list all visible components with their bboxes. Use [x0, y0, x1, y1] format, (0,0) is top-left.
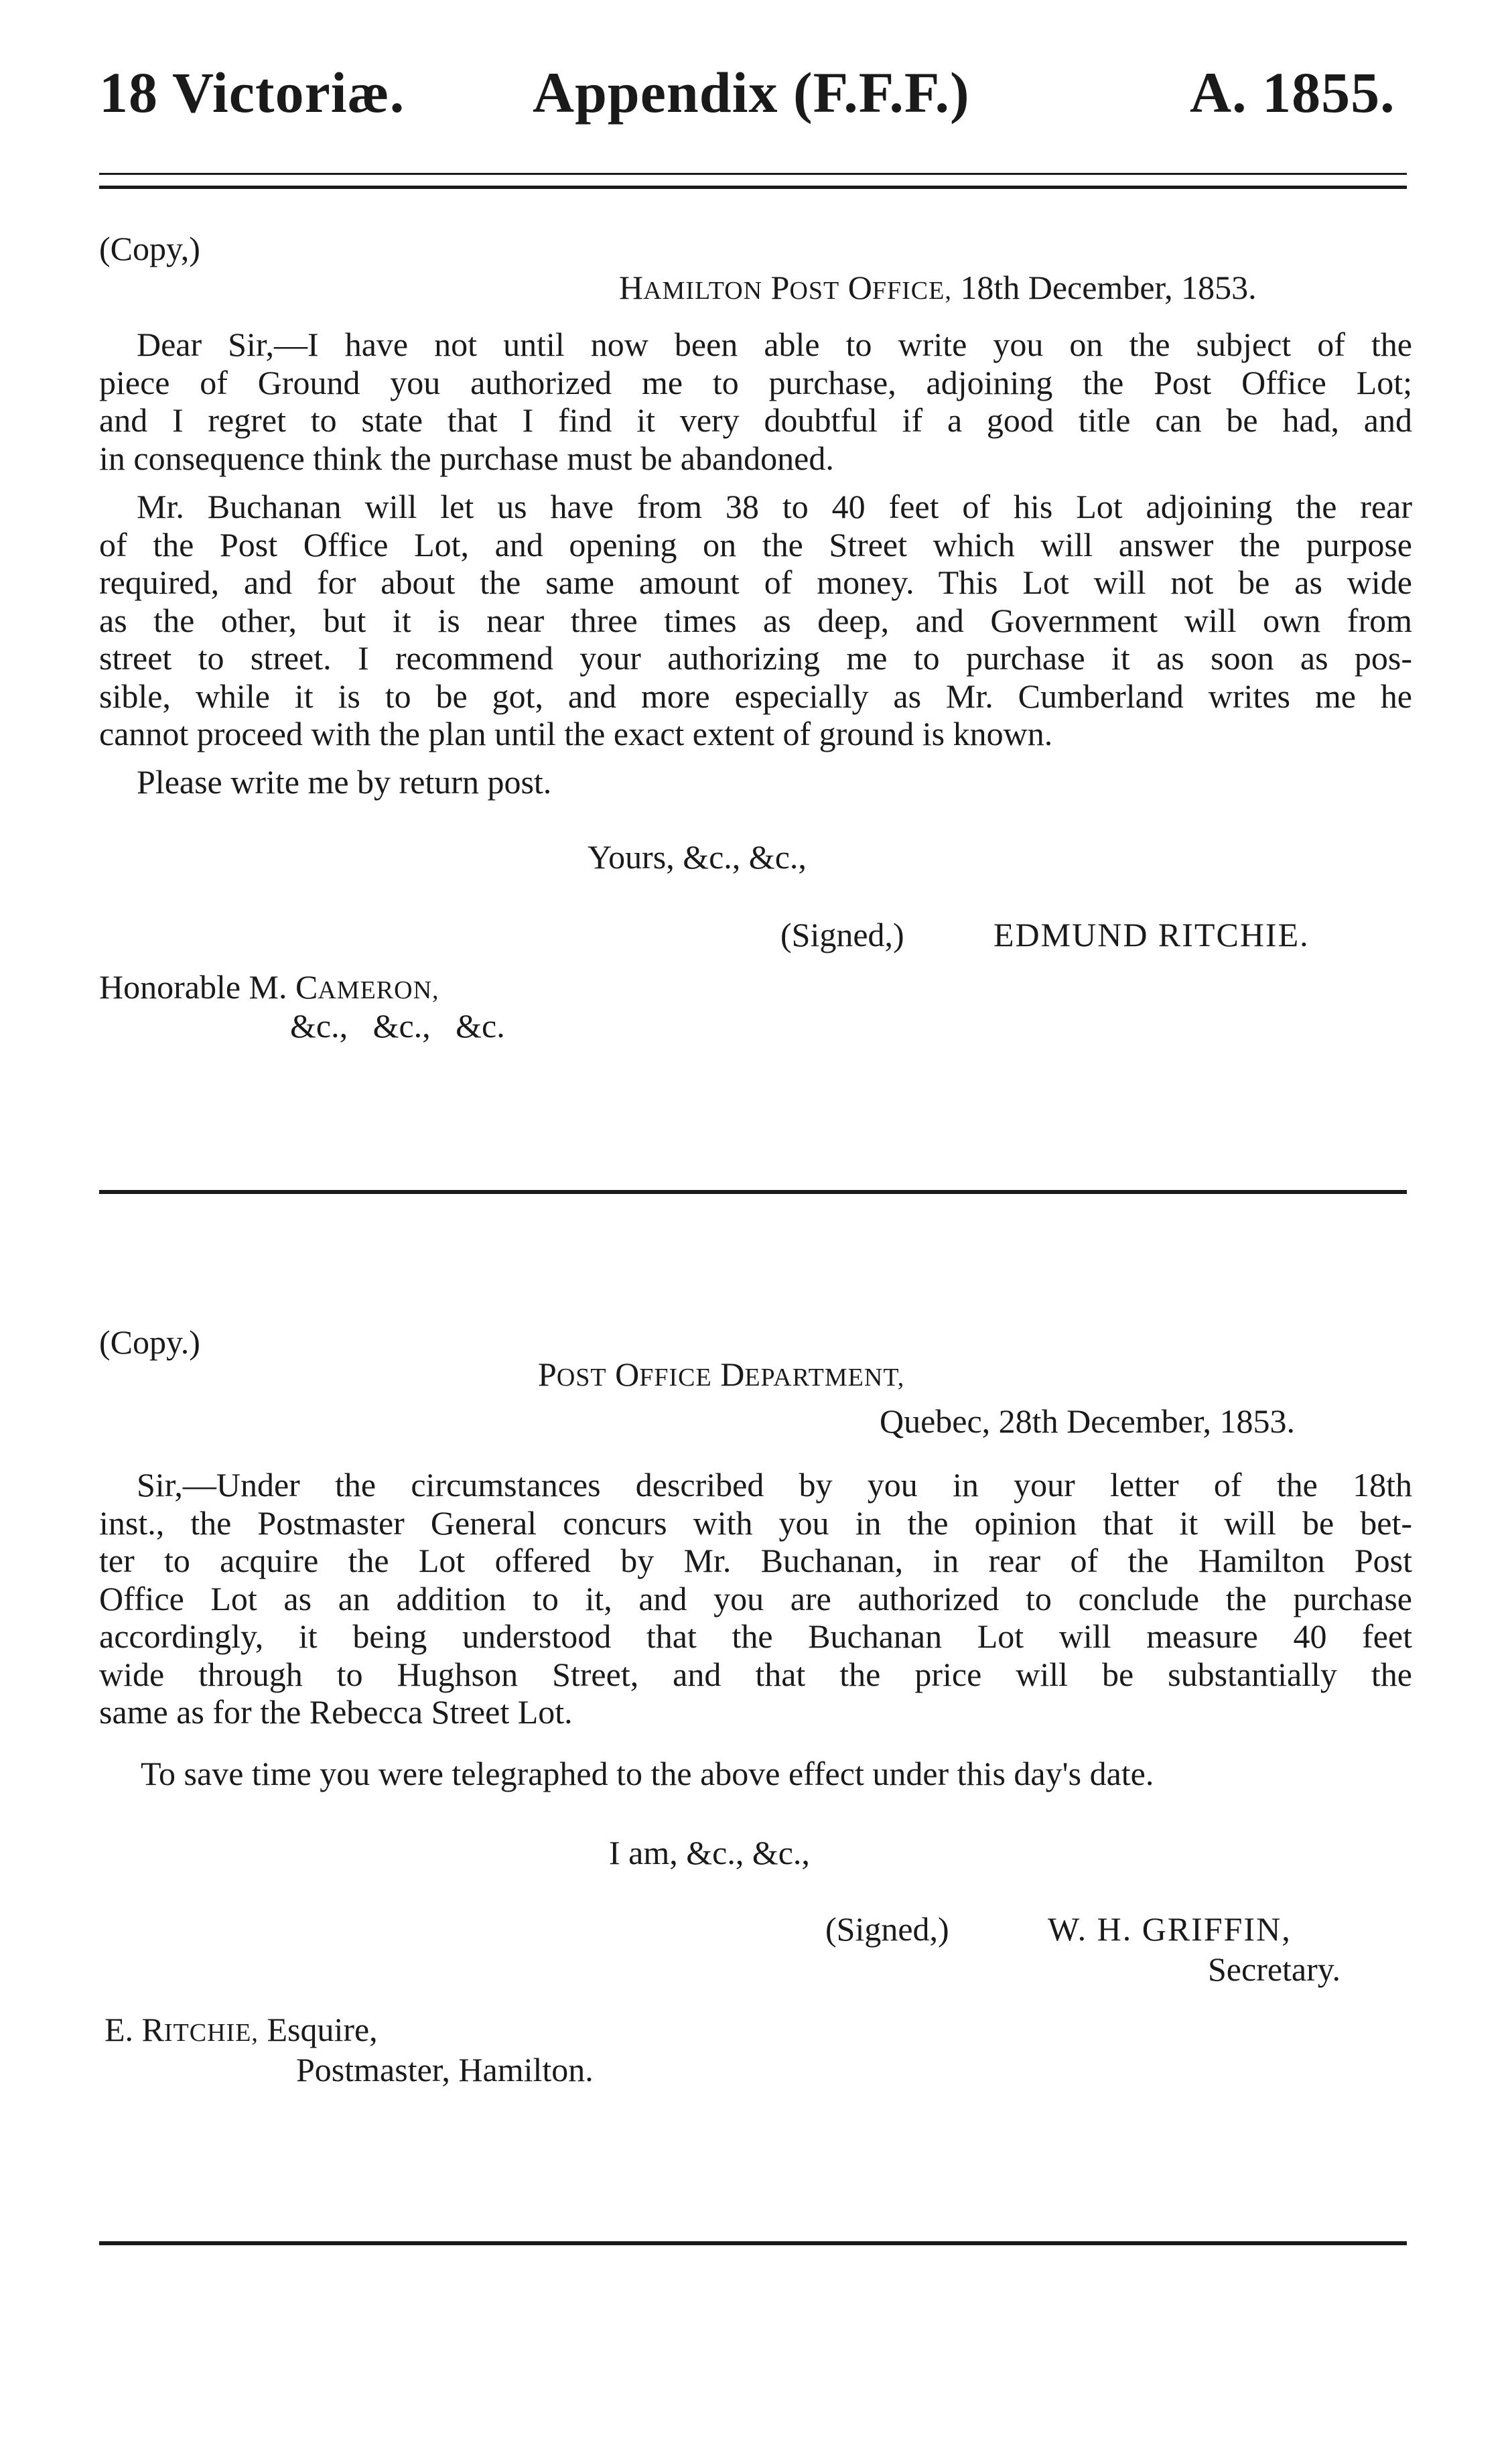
letter1-p2-line: sible, while it is to be got, and more especially as Mr. Cumberland writes me he [99, 677, 1412, 715]
letter2-p1-line: ter to acquire the Lot offered by Mr. Buchanan, in rear of the Hamilton Post [99, 1542, 1412, 1579]
letter1-copy-mark: (Copy,) [99, 230, 200, 267]
letter2-signer: W. H. GRIFFIN, [1048, 1910, 1292, 1948]
letter1-paragraph-1 [99, 326, 1412, 477]
letter2-p1-line: Sir,—Under the circumstances described by you in your letter of the 18th [137, 1466, 1412, 1504]
header-rule-top [99, 173, 1407, 175]
letter1-p1-line: piece of Ground you authorized me to purchase, adjoining the Post Office Lot; [99, 363, 1412, 401]
letter1-p2-line: required, and for about the same amount of money. This Lot will not be as wide [99, 563, 1412, 601]
letter1-p2-line: street to street. I recommend your authorizing me to purchase it as soon as pos- [99, 639, 1412, 677]
letter2-p1-line: same as for the Rebecca Street Lot. [99, 1693, 573, 1731]
letter2-copy-mark: (Copy.) [99, 1323, 200, 1361]
year-label: A. 1855. [1190, 60, 1395, 125]
letter2-signed-label: (Signed,) [825, 1910, 949, 1948]
letter1-p1-line: in consequence think the purchase must be abandoned. [99, 439, 834, 477]
letter1-signed-label: (Signed,) [780, 916, 904, 953]
letter2-addressee: E. RITCHIE, Esquire, [105, 2011, 378, 2048]
section-divider [99, 1190, 1407, 1194]
header-rule-bottom [99, 186, 1407, 189]
letter1-signer: EDMUND RITCHIE. [993, 916, 1310, 953]
letter2-p1-line: wide through to Hughson Street, and that the price will be substantially the [99, 1655, 1412, 1693]
letter1-paragraph-2 [99, 488, 1412, 753]
letter1-paragraph-3: Please write me by return post. [137, 763, 552, 801]
letter1-place-date: HAMILTON POST OFFICE, 18th December, 1853. [619, 269, 1257, 306]
letter1-p2-line: cannot proceed with the plan until the exact extent of ground is known. [99, 715, 1053, 752]
letter1-addressee-etc: &c., &c., &c. [290, 1007, 505, 1045]
appendix-title: Appendix (F.F.F.) [533, 60, 970, 125]
volume-label: 18 Victoriæ. [99, 60, 405, 125]
footer-rule [99, 2241, 1407, 2245]
letter2-paragraph-2: To save time you were telegraphed to the above effect under this day's date. [141, 1755, 1154, 1792]
letter1-p1-line: Dear Sir,—I have not until now been able to write you on the subject of the [137, 326, 1412, 363]
letter2-closing: I am, &c., &c., [609, 1834, 810, 1871]
letter2-p1-line: inst., the Postmaster General concurs with you in the opinion that it will be bet- [99, 1504, 1412, 1542]
letter2-p1-line: Office Lot as an addition to it, and you are authorized to conclude the purchase [99, 1579, 1412, 1617]
letter1-p1-line: and I regret to state that I find it very doubtful if a good title can be had, and [99, 401, 1412, 439]
letter1-p2-line: Mr. Buchanan will let us have from 38 to 40 feet of his Lot adjoining the rear [137, 488, 1412, 525]
letter1-p2-line: of the Post Office Lot, and opening on the Street which will answer the purpose [99, 525, 1412, 563]
letter1-closing: Yours, &c., &c., [588, 838, 807, 876]
letter2-addressee-line2: Postmaster, Hamilton. [296, 2051, 594, 2088]
letter1-p2-line: as the other, but it is near three times as deep, and Government will own from [99, 601, 1412, 639]
letter1-addressee: Honorable M. CAMERON, [99, 968, 439, 1006]
letter2-p1-line: accordingly, it being understood that the Buchanan Lot will measure 40 feet [99, 1617, 1412, 1655]
letter2-department: POST OFFICE DEPARTMENT, [538, 1355, 905, 1393]
letter2-signer-title: Secretary. [1208, 1950, 1341, 1988]
letter2-date: Quebec, 28th December, 1853. [880, 1402, 1295, 1440]
letter2-paragraph-1 [99, 1466, 1412, 1731]
